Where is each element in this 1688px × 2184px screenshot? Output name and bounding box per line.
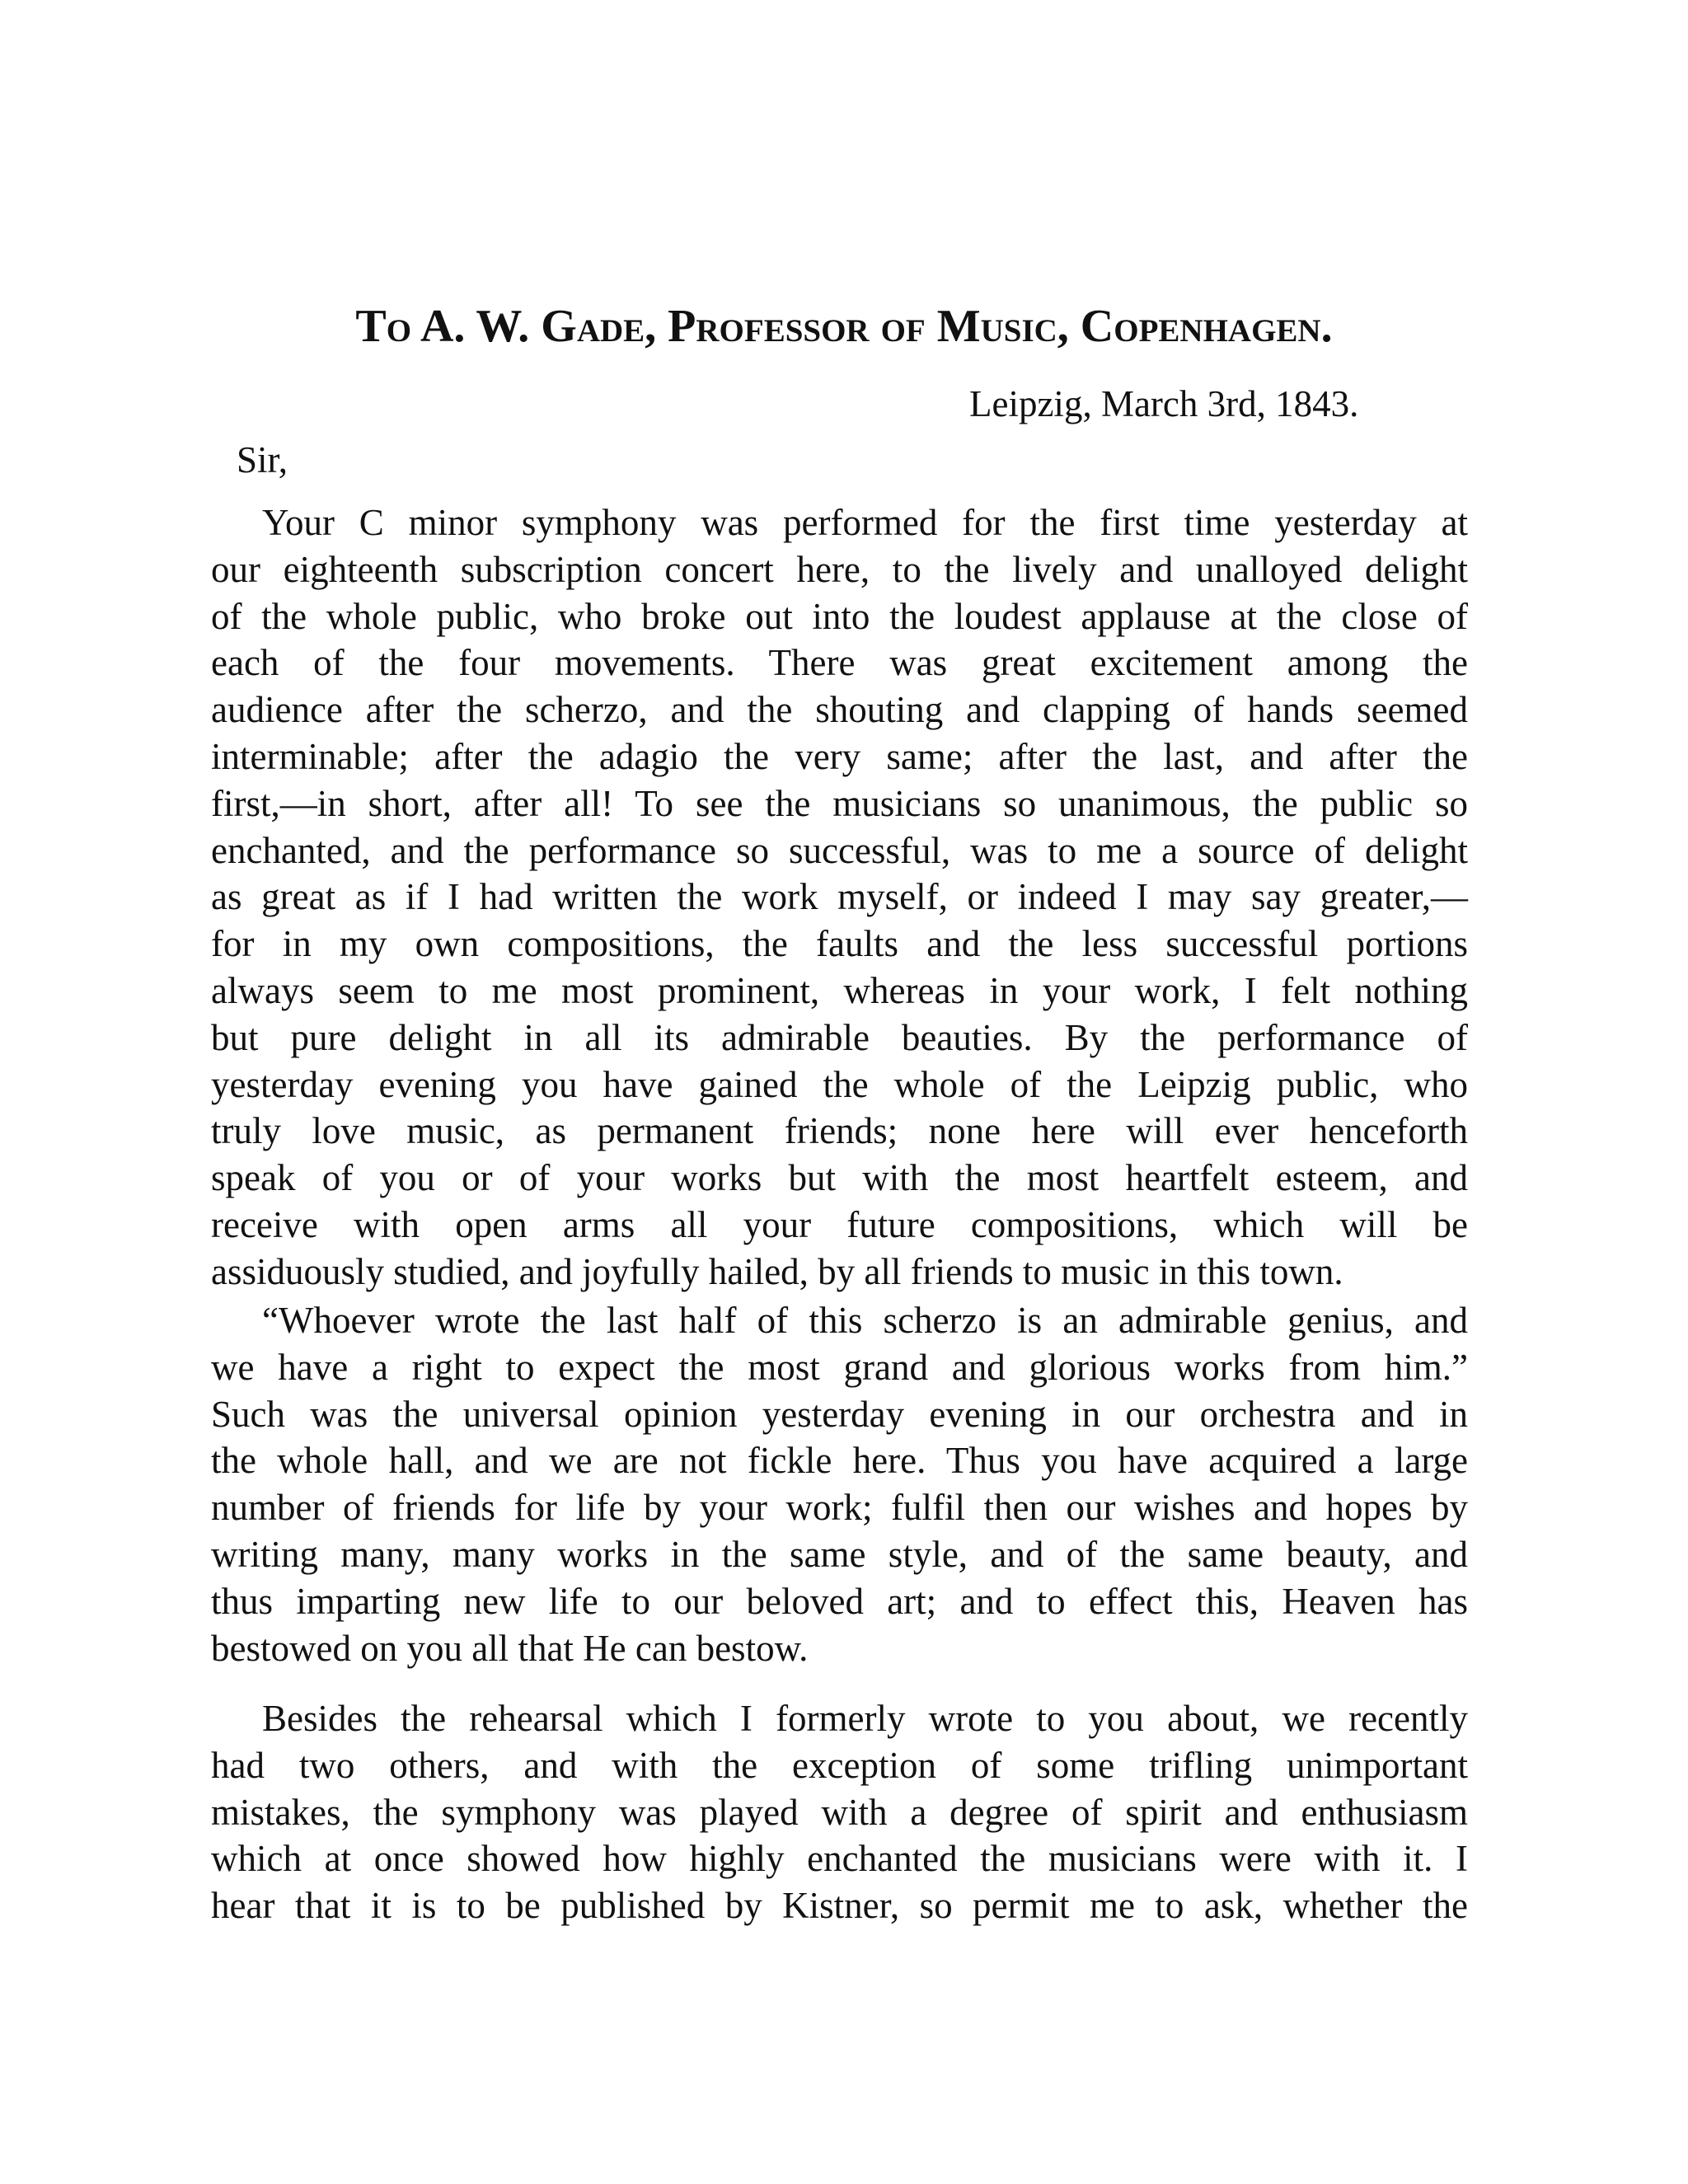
text-line: Your C minor symphony was performed for the first time yesterday at	[262, 502, 1468, 543]
paragraph	[211, 1297, 1468, 1671]
text-line: the whole hall, and we are not fickle here. Thus you have acquired a large	[211, 1440, 1468, 1482]
text-line: hear that it is to be published by Kistner, so permit me to ask, whether the	[211, 1885, 1468, 1927]
text-line: writing many, many works in the same style, and of the same beauty, and	[211, 1533, 1468, 1575]
text-line: mistakes, the symphony was played with a degree of spirit and enthusiasm	[211, 1791, 1468, 1833]
text-line: bestowed on you all that He can bestow.	[211, 1627, 809, 1669]
text-line: assiduously studied, and joyfully hailed, by all friends to music in this town.	[211, 1250, 1343, 1292]
letter-heading: To A. W. Gade, Professor of Music, Copenhagen.	[355, 301, 1333, 352]
text-line: which at once showed how highly enchanted the musicians were with it. I	[211, 1838, 1468, 1880]
salutation: Sir,	[237, 439, 288, 480]
text-line: always seem to me most prominent, whereas in your work, I felt nothing	[211, 969, 1468, 1011]
text-line: yesterday evening you have gained the whole of the Leipzig public, who	[211, 1063, 1468, 1105]
text-line: as great as if I had written the work myself, or indeed I may say greater,—	[211, 876, 1468, 918]
text-line: for in my own compositions, the faults and the less successful portions	[211, 923, 1468, 965]
text-line: receive with open arms all your future compositions, which will be	[211, 1203, 1468, 1245]
text-line: we have a right to expect the most grand and glorious works from him.”	[211, 1346, 1468, 1388]
text-line: number of friends for life by your work; fulfil then our wishes and hopes by	[211, 1487, 1468, 1529]
text-line: “Whoever wrote the last half of this scherzo is an admirable genius, and	[262, 1300, 1468, 1341]
paragraph	[211, 499, 1468, 1296]
text-line: but pure delight in all its admirable beauties. By the performance of	[211, 1016, 1468, 1058]
text-line: truly love music, as permanent friends; none here will ever henceforth	[211, 1110, 1468, 1152]
text-line: our eighteenth subscription concert here, to the lively and unalloyed delight	[211, 548, 1468, 590]
text-line: interminable; after the adagio the very same; after the last, and after the	[211, 735, 1468, 777]
paragraph	[211, 1695, 1468, 1929]
dateline: Leipzig, March 3rd, 1843.	[969, 383, 1359, 424]
text-line: Besides the rehearsal which I formerly wrote to you about, we recently	[262, 1698, 1468, 1739]
text-line: enchanted, and the performance so successful, was to me a source of delight	[211, 829, 1468, 871]
text-line: Such was the universal opinion yesterday evening in our orchestra and in	[211, 1393, 1468, 1435]
text-line: of the whole public, who broke out into the loudest applause at the close of	[211, 595, 1468, 637]
text-line: speak of you or of your works but with the most heartfelt esteem, and	[211, 1157, 1468, 1199]
text-line: had two others, and with the exception of some trifling unimportant	[211, 1744, 1468, 1786]
text-line: each of the four movements. There was great excitement among the	[211, 642, 1468, 684]
text-line: audience after the scherzo, and the shouting and clapping of hands seemed	[211, 689, 1468, 731]
text-line: thus imparting new life to our beloved art; and to effect this, Heaven has	[211, 1580, 1468, 1622]
text-line: first,—in short, after all! To see the musicians so unanimous, the public so	[211, 782, 1468, 824]
